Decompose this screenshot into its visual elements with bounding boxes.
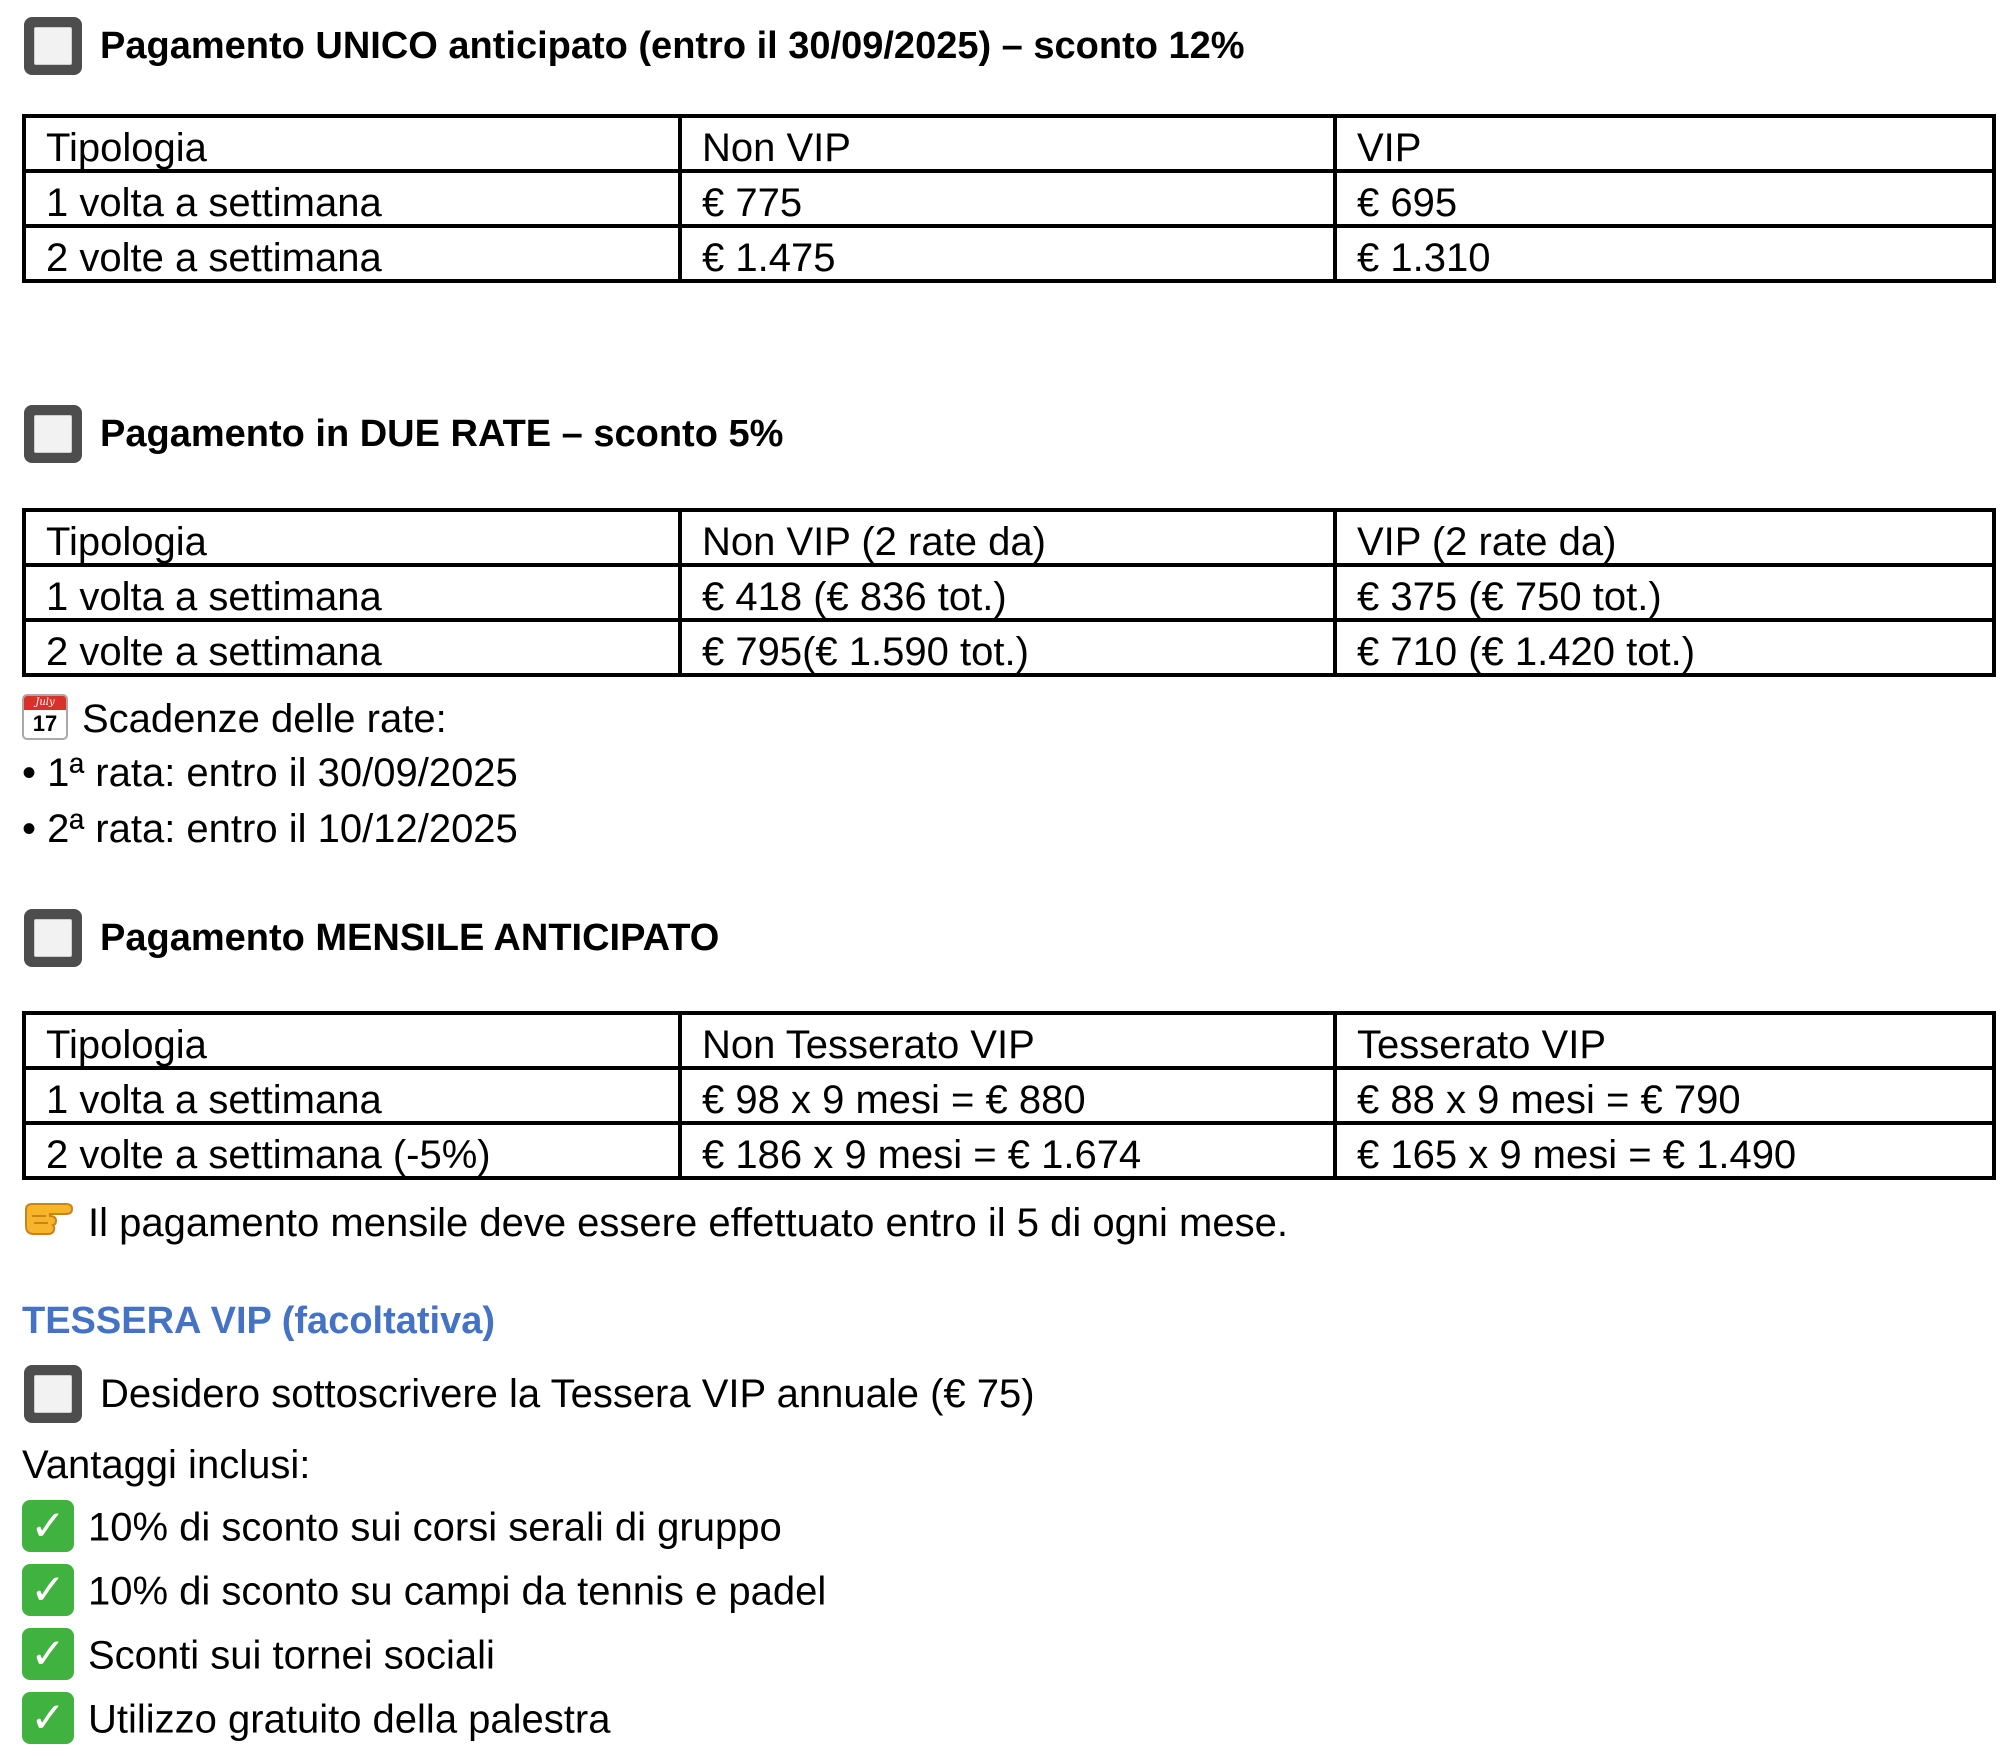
table-header-cell: VIP (2 rate da) bbox=[1335, 510, 1994, 565]
table-cell: € 775 bbox=[680, 171, 1335, 226]
section-unico-heading bbox=[24, 14, 1245, 78]
section-rate-heading bbox=[24, 402, 783, 466]
monthly-note: Il pagamento mensile deve essere effettuato entro il 5 di ogni mese. bbox=[88, 1201, 1288, 1245]
table-cell: € 98 x 9 mesi = € 880 bbox=[680, 1068, 1335, 1123]
table-cell: € 88 x 9 mesi = € 790 bbox=[1335, 1068, 1994, 1123]
list-item bbox=[22, 1501, 782, 1556]
table-cell: 1 volta a settimana bbox=[24, 565, 680, 620]
table-header-row bbox=[24, 1013, 1994, 1068]
deadlines-title: Scadenze delle rate: bbox=[82, 697, 447, 741]
list-item bbox=[22, 1565, 827, 1620]
benefit-text: Sconti sui tornei sociali bbox=[88, 1633, 495, 1678]
table-cell: € 695 bbox=[1335, 171, 1994, 226]
table-cell: € 186 x 9 mesi = € 1.674 bbox=[680, 1123, 1335, 1178]
section-title: Pagamento in DUE RATE – sconto 5% bbox=[100, 412, 784, 455]
section-mensile-heading bbox=[24, 906, 719, 970]
table-header-cell: Tesserato VIP bbox=[1335, 1013, 1994, 1068]
section-title: Pagamento MENSILE ANTICIPATO bbox=[100, 916, 720, 959]
table-cell: € 795(€ 1.590 tot.) bbox=[680, 620, 1335, 675]
table-header-cell: Tipologia bbox=[24, 116, 680, 171]
price-table-mensile bbox=[22, 1011, 1996, 1180]
backhand-index-pointing-right-icon bbox=[22, 1200, 74, 1250]
check-mark-button-icon: ✓ bbox=[22, 1500, 74, 1552]
table-header-cell: Tipologia bbox=[24, 1013, 680, 1068]
table-cell: 2 volte a settimana bbox=[24, 226, 680, 281]
vip-option bbox=[24, 1362, 1035, 1426]
checkbox-icon[interactable] bbox=[24, 909, 82, 967]
table-row bbox=[24, 1123, 1994, 1178]
table-header-cell: Non Tesserato VIP bbox=[680, 1013, 1335, 1068]
table-cell: € 1.475 bbox=[680, 226, 1335, 281]
table-header-cell: Non VIP bbox=[680, 116, 1335, 171]
checkbox-icon[interactable] bbox=[24, 17, 82, 75]
table-row bbox=[24, 620, 1994, 675]
table-row bbox=[24, 565, 1994, 620]
table-cell: 2 volte a settimana bbox=[24, 620, 680, 675]
benefit-text: Utilizzo gratuito della palestra bbox=[88, 1697, 611, 1742]
checkbox-icon[interactable] bbox=[24, 405, 82, 463]
table-header-cell: Non VIP (2 rate da) bbox=[680, 510, 1335, 565]
benefit-text: 10% di sconto sui corsi serali di gruppo bbox=[88, 1505, 782, 1550]
table-cell: 2 volte a settimana (-5%) bbox=[24, 1123, 680, 1178]
deadlines-title-line bbox=[22, 696, 447, 744]
list-item bbox=[22, 1693, 611, 1748]
table-header-cell: VIP bbox=[1335, 116, 1994, 171]
table-row bbox=[24, 171, 1994, 226]
check-mark-button-icon: ✓ bbox=[22, 1628, 74, 1680]
deadline-item: • 2ª rata: entro il 10/12/2025 bbox=[22, 807, 518, 851]
section-title: Pagamento UNICO anticipato (entro il 30/09/2025) – sconto 12% bbox=[100, 24, 1245, 67]
table-header-row bbox=[24, 116, 1994, 171]
monthly-note-line bbox=[22, 1200, 1288, 1250]
vip-option-label: Desidero sottoscrivere la Tessera VIP annuale (€ 75) bbox=[100, 1371, 1035, 1416]
table-cell: € 165 x 9 mesi = € 1.490 bbox=[1335, 1123, 1994, 1178]
table-cell: 1 volta a settimana bbox=[24, 171, 680, 226]
table-cell: 1 volta a settimana bbox=[24, 1068, 680, 1123]
check-mark-button-icon: ✓ bbox=[22, 1564, 74, 1616]
table-row bbox=[24, 1068, 1994, 1123]
calendar-icon: July 17 bbox=[22, 694, 68, 740]
check-mark-button-icon: ✓ bbox=[22, 1692, 74, 1744]
vip-title: TESSERA VIP (facoltativa) bbox=[22, 1300, 496, 1342]
table-header-cell: Tipologia bbox=[24, 510, 680, 565]
table-cell: € 375 (€ 750 tot.) bbox=[1335, 565, 1994, 620]
table-cell: € 418 (€ 836 tot.) bbox=[680, 565, 1335, 620]
table-row bbox=[24, 226, 1994, 281]
benefit-text: 10% di sconto su campi da tennis e padel bbox=[88, 1569, 827, 1614]
table-header-row bbox=[24, 510, 1994, 565]
table-cell: € 710 (€ 1.420 tot.) bbox=[1335, 620, 1994, 675]
list-item bbox=[22, 1629, 495, 1684]
table-cell: € 1.310 bbox=[1335, 226, 1994, 281]
benefits-title: Vantaggi inclusi: bbox=[22, 1443, 311, 1487]
price-table-rate bbox=[22, 508, 1996, 677]
price-table-unico bbox=[22, 114, 1996, 283]
checkbox-icon[interactable] bbox=[24, 1365, 82, 1423]
deadline-item: • 1ª rata: entro il 30/09/2025 bbox=[22, 751, 518, 795]
